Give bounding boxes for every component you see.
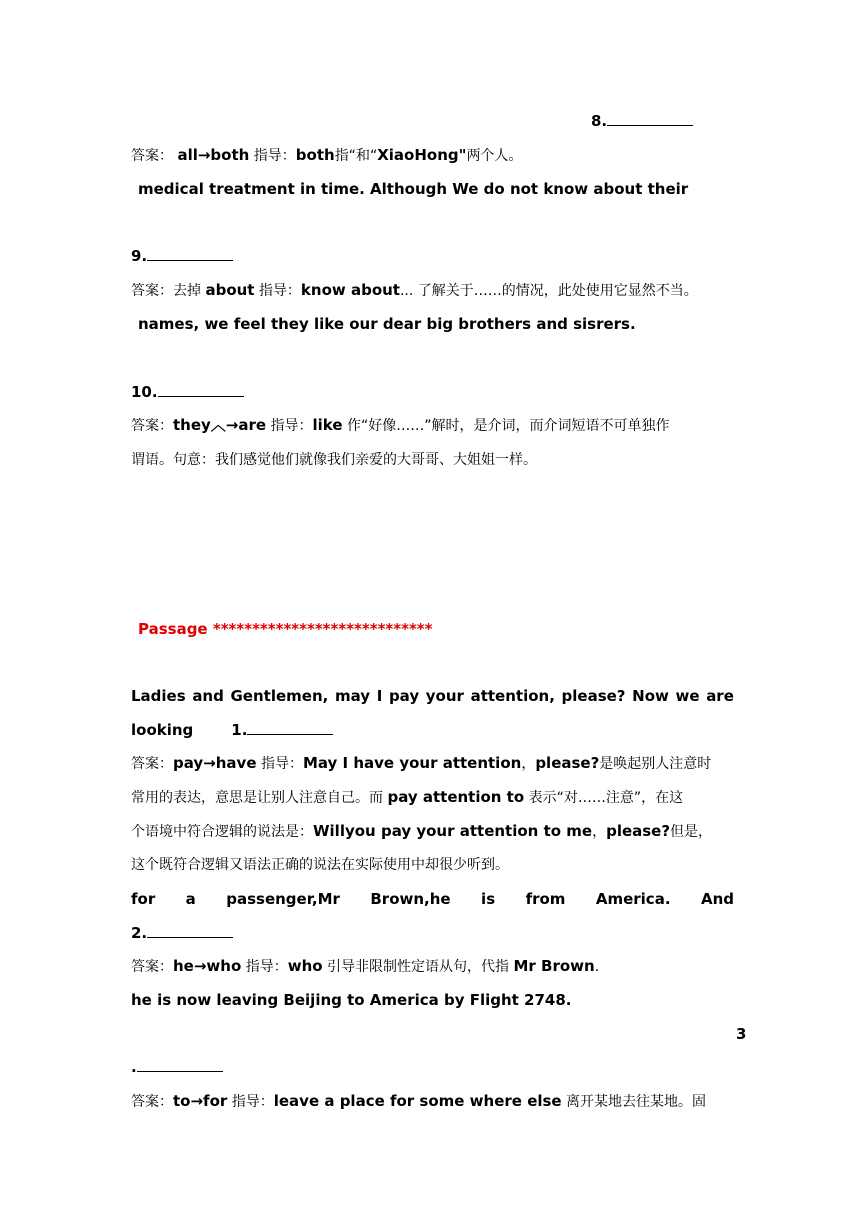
question-1-label: 1. <box>231 721 248 739</box>
passage-text-line: medical treatment in time. Although We do not know about their <box>138 180 689 198</box>
passage-text-line: he is now leaving Beijing to America by Flight 2748. <box>131 991 572 1009</box>
answer-blank-1[interactable] <box>247 720 333 735</box>
answer-blank-10[interactable] <box>158 382 244 397</box>
answer-1-cont: 这个既符合逻辑又语法正确的说法在实际使用中却很少听到。 <box>131 857 509 873</box>
passage-text-line: for a passenger,Mr Brown,he is from America. And <box>131 890 734 908</box>
passage-text-line: names, we feel they like our dear big brothers and sisrers. <box>138 315 636 333</box>
word: and <box>192 687 224 705</box>
word: we <box>675 687 700 705</box>
answer-1-cont: 个语境中符合逻辑的说法是：Willyou pay your attention to me，please?但是， <box>131 822 713 840</box>
answer-9: 答案：去掉 about 指导：know about... 了解关于……的情况，此处使用它显然不当。 <box>131 281 698 299</box>
answer-blank-2[interactable] <box>147 923 233 938</box>
answer-1-cont: 常用的表达，意思是让别人注意自己。而 pay attention to 表示“对……注意”，在这 <box>131 788 684 806</box>
passage-heading: Passage **************************** <box>138 620 433 638</box>
word: pay <box>388 687 420 705</box>
question-9-label: 9. <box>131 245 233 267</box>
passage-text-line <box>131 685 734 707</box>
answer-8: 答案： all→both 指导：both指“和“XiaoHong"两个人。 <box>131 146 523 164</box>
question-2-label: 2. <box>131 922 233 944</box>
answer-10: 答案：they︿→are 指导：like 作“好像……”解时，是介词，而介词短语不可单独作 <box>131 416 670 434</box>
answer-3: 答案：to→for 指导：leave a place for some where else 离开某地去往某地。固 <box>131 1092 707 1110</box>
answer-blank-8[interactable] <box>607 111 693 126</box>
answer-2: 答案：he→who 指导：who 引导非限制性定语从句，代指 Mr Brown. <box>131 957 600 975</box>
question-3-label: . <box>131 1056 223 1078</box>
question-8-label: 8. <box>591 110 693 132</box>
word: Gentlemen, <box>230 687 329 705</box>
question-1-line: looking 1. <box>131 719 333 741</box>
word: I <box>376 687 383 705</box>
word: please? <box>561 687 626 705</box>
answer-blank-9[interactable] <box>147 246 233 261</box>
question-3-number: 3 <box>736 1025 747 1043</box>
word: your <box>425 687 464 705</box>
word: are <box>706 687 734 705</box>
answer-1: 答案：pay→have 指导：May I have your attention，please?是唤起别人注意时 <box>131 754 712 772</box>
question-10-label: 10. <box>131 381 244 403</box>
word: attention, <box>470 687 555 705</box>
word: may <box>334 687 371 705</box>
word: Now <box>632 687 669 705</box>
word: Ladies <box>131 687 186 705</box>
answer-10-cont: 谓语。句意：我们感觉他们就像我们亲爱的大哥哥、大姐姐一样。 <box>131 452 537 468</box>
answer-blank-3[interactable] <box>137 1057 223 1072</box>
